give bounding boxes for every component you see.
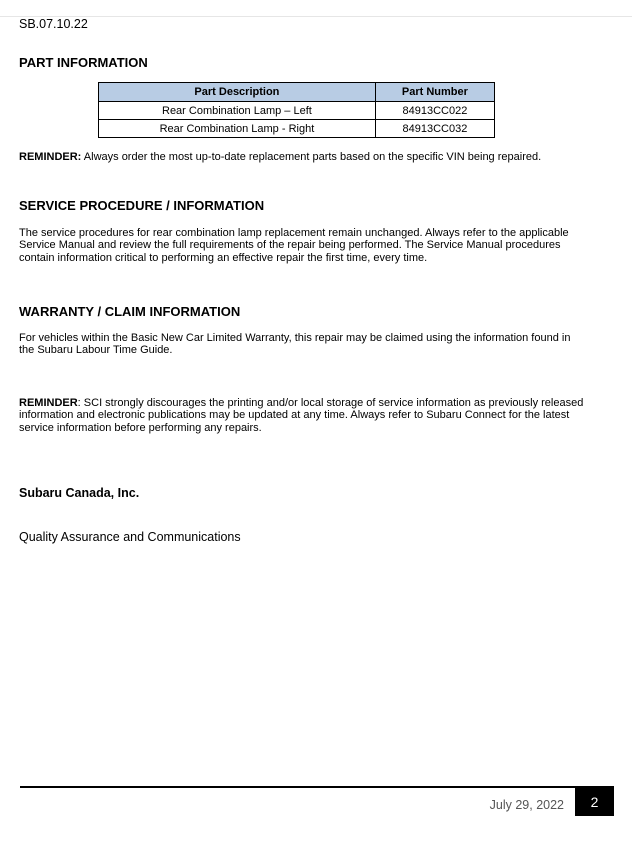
reminder-label: REMINDER: xyxy=(19,151,82,163)
part-description-cell: Rear Combination Lamp – Left xyxy=(99,102,376,120)
footer-divider xyxy=(20,786,614,788)
department-name: Quality Assurance and Communications xyxy=(19,530,241,544)
reminder-text: : SCI strongly discourages the printing and/or local storage of service information as previously released information and electronic publications may be updated at any time. Always refer to Subaru Connect for the latest service information before performing any repairs. xyxy=(19,397,584,434)
table-header-row xyxy=(99,83,495,102)
parts-table xyxy=(98,82,495,138)
reminder-text: Always order the most up-to-date replacement parts based on the specific VIN being repaired. xyxy=(81,151,542,163)
storage-reminder xyxy=(19,397,584,434)
reminder-label: REMINDER xyxy=(19,397,78,409)
footer-date: July 29, 2022 xyxy=(489,798,564,812)
header-divider xyxy=(0,16,632,17)
warranty-text: For vehicles within the Basic New Car Limited Warranty, this repair may be claimed using the information found in the Subaru Labour Time Guide. xyxy=(19,332,571,357)
part-number-cell: 84913CC022 xyxy=(375,102,494,120)
service-procedure-text: The service procedures for rear combination lamp replacement remain unchanged. Always refer to the applicable Service Manual and review the full requirements of the repair being performed. The Service Manual procedures contain information critical to performing an effective repair the first time, every time. xyxy=(19,227,569,264)
service-procedure-heading: SERVICE PROCEDURE / INFORMATION xyxy=(19,198,265,213)
bulletin-code: SB.07.10.22 xyxy=(19,17,88,31)
company-name: Subaru Canada, Inc. xyxy=(19,486,140,500)
table-row xyxy=(99,120,495,138)
part-number-cell: 84913CC032 xyxy=(375,120,494,138)
page-number: 2 xyxy=(575,788,614,816)
column-header-part-description: Part Description xyxy=(99,83,376,102)
part-information-heading: PART INFORMATION xyxy=(19,55,148,70)
warranty-heading: WARRANTY / CLAIM INFORMATION xyxy=(19,304,241,319)
part-description-cell: Rear Combination Lamp - Right xyxy=(99,120,376,138)
table-row xyxy=(99,102,495,120)
parts-reminder xyxy=(19,151,584,163)
column-header-part-number: Part Number xyxy=(375,83,494,102)
